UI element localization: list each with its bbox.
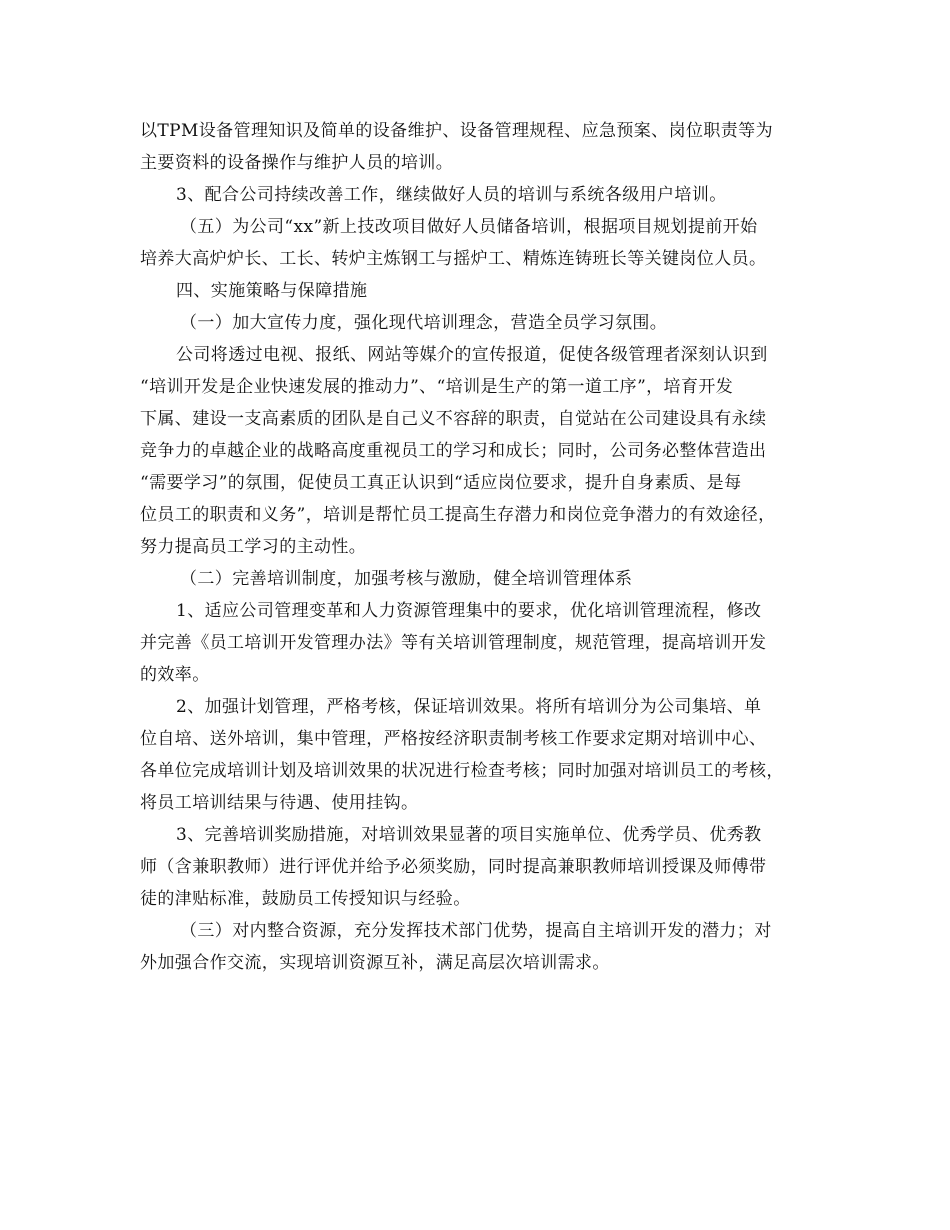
text-line: 徒的津贴标准，鼓励员工传授知识与经验。: [140, 889, 471, 909]
text-line: 2、加强计划管理，严格考核，保证培训效果。将所有培训分为公司集培、单: [176, 697, 762, 717]
subsection-heading: （二）完善培训制度，加强考核与激励，健全培训管理体系: [180, 569, 633, 589]
subsection-heading: （三）对内整合资源，充分发挥技术部门优势，提高自主培训开发的潜力；对: [180, 921, 772, 941]
text-line: 将员工培训结果与待遇、使用挂钩。: [140, 793, 419, 813]
text-line: 3、配合公司持续改善工作，继续做好人员的培训与系统各级用户培训。: [176, 185, 727, 205]
text-line: 位自培、送外培训，集中管理，严格按经济职责制考核工作要求定期对培训中心、: [140, 729, 767, 749]
text-line: 的效率。: [140, 665, 210, 685]
text-line: 1、适应公司管理变革和人力资源管理集中的要求，优化培训管理流程，修改: [176, 601, 762, 621]
text-line: （五）为公司“xx”新上技改项目做好人员储备培训，根据项目规划提前开始: [180, 217, 758, 237]
text-line: 师（含兼职教师）进行评优并给予必须奖励，同时提高兼职教师培训授课及师傅带: [140, 857, 767, 877]
text-line: 以TPM设备管理知识及简单的设备维护、设备管理规程、应急预案、岗位职责等为: [140, 121, 773, 141]
text-line: 努力提高员工学习的主动性。: [140, 537, 367, 557]
text-line: 主要资料的设备操作与维护人员的培训。: [140, 153, 454, 173]
text-line: 3、完善培训奖励措施，对培训效果显著的项目实施单位、优秀学员、优秀教: [176, 825, 762, 845]
text-line: 外加强合作交流，实现培训资源互补，满足高层次培训需求。: [140, 953, 610, 973]
document-body: [140, 115, 820, 979]
text-line: “需要学习”的氛围，促使员工真正认识到“适应岗位要求，提升自身素质、是每: [140, 473, 742, 493]
text-line: 各单位完成培训计划及培训效果的状况进行检查考核；同时加强对培训员工的考核，: [140, 761, 784, 781]
text-line: 下属、建设一支高素质的团队是自己义不容辞的职责，自觉站在公司建设具有永续: [140, 409, 767, 429]
text-line: “培训开发是企业快速发展的推动力”、“培训是生产的第一道工序”，培育开发: [140, 377, 734, 397]
text-line: 并完善《员工培训开发管理办法》等有关培训管理制度，规范管理，提高培训开发: [140, 633, 767, 653]
text-line: 竞争力的卓越企业的战略高度重视员工的学习和成长；同时，公司务必整体营造出: [140, 441, 767, 461]
section-heading: 四、实施策略与保障措施: [176, 281, 368, 301]
subsection-heading: （一）加大宣传力度，强化现代培训理念，营造全员学习氛围。: [180, 313, 668, 333]
text-line: 位员工的职责和义务”，培训是帮忙员工提高生存潜力和岗位竞争潜力的有效途径，: [140, 505, 776, 525]
text-line: 公司将透过电视、报纸、网站等媒介的宣传报道，促使各级管理者深刻认识到: [176, 345, 768, 365]
text-line: 培养大高炉炉长、工长、转炉主炼钢工与摇炉工、精炼连铸班长等关键岗位人员。: [140, 249, 767, 269]
